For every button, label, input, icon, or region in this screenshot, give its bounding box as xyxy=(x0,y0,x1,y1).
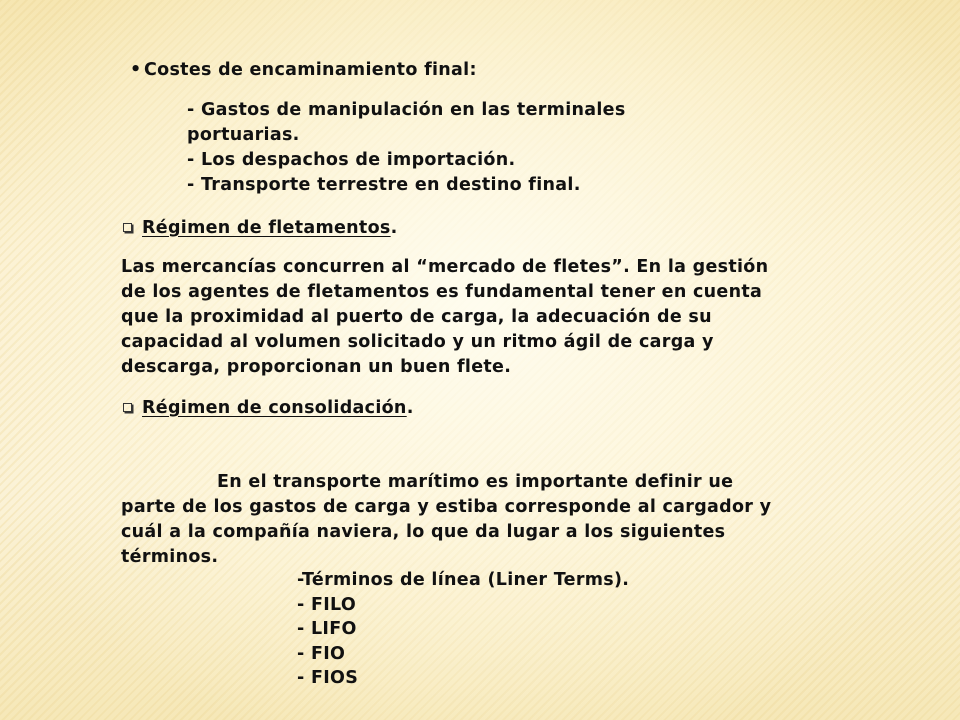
list-item-continuation xyxy=(187,123,626,148)
checkbox-bullet-icon xyxy=(123,223,132,232)
section1-title xyxy=(130,58,477,83)
list-item: -Términos de línea (Liner Terms). xyxy=(297,570,630,590)
list-item: - LIFO xyxy=(297,619,357,639)
paragraph-line: Las mercancías concurren al “mercado de fletes”. En la gestión xyxy=(121,257,769,277)
list-item: - FIO xyxy=(297,643,346,664)
list-item: - Gastos de manipulación en las terminales xyxy=(187,100,626,120)
list-item-text: Transporte terrestre en destino final. xyxy=(200,175,581,195)
paragraph-line: términos. xyxy=(121,547,219,567)
list-item: - Los despachos de importación. xyxy=(187,150,516,170)
section1-list xyxy=(187,98,626,198)
section2-heading xyxy=(123,216,398,241)
section2-heading-text: Régimen de fletamentos xyxy=(142,218,391,238)
terms-list xyxy=(297,568,629,691)
list-item: - FILO xyxy=(297,594,357,615)
list-item-text: portuarias. xyxy=(187,125,300,145)
list-item: - Transporte terrestre en destino final. xyxy=(187,175,581,195)
paragraph-line: descarga, proporcionan un buen flete. xyxy=(121,357,512,377)
list-item: - FIOS xyxy=(297,668,359,688)
paragraph-line: cuál a la compañía naviera, lo que da lugar a los siguientes xyxy=(121,522,726,542)
paragraph-line: de los agentes de fletamentos es fundamental tener en cuenta xyxy=(121,282,763,302)
section3-paragraph xyxy=(121,470,891,570)
list-item-text: Los despachos de importación. xyxy=(200,150,516,170)
section2-paragraph xyxy=(121,255,881,380)
section3-heading-text: Régimen de consolidación xyxy=(142,398,407,418)
paragraph-line: capacidad al volumen solicitado y un ritmo ágil de carga y xyxy=(121,332,714,352)
paragraph-line: que la proximidad al puerto de carga, la adecuación de su xyxy=(121,307,712,327)
heading-period: . xyxy=(390,218,398,238)
list-item-text: Gastos de manipulación en las terminales xyxy=(200,100,626,120)
section3-heading xyxy=(123,396,414,421)
paragraph-line: En el transporte marítimo es importante definir ue xyxy=(217,472,734,492)
checkbox-bullet-icon xyxy=(123,403,132,412)
paragraph-line: parte de los gastos de carga y estiba corresponde al cargador y xyxy=(121,497,772,517)
heading-period: . xyxy=(406,398,414,418)
bullet-dot-icon: • xyxy=(130,60,142,80)
section1-title-text: Costes de encaminamiento final: xyxy=(144,60,477,80)
